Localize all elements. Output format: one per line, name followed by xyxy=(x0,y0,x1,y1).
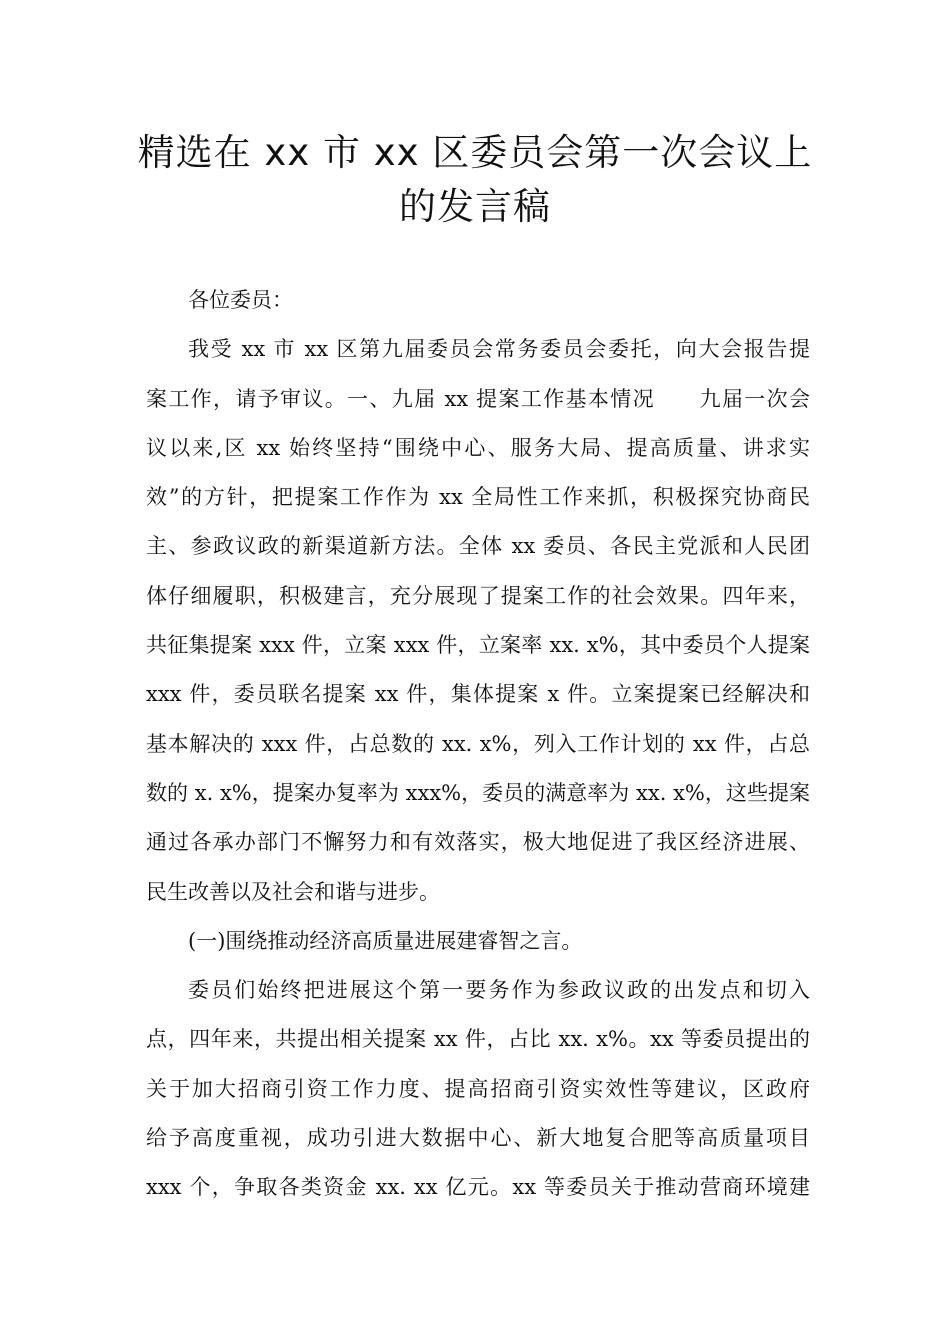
text-line: 议以来,区 xx 始终坚持“围绕中心、服务大局、提高质量、讲求实 xyxy=(146,435,810,460)
text-line: 主、参政议政的新渠道新方法。全体 xx 委员、各民主党派和人民团 xyxy=(146,534,810,559)
title-line: 的发言稿 xyxy=(399,185,551,228)
section-heading-paragraph xyxy=(146,917,810,966)
text-line: 数的 x. x%，提案办复率为 xxx%，委员的满意率为 xx. x%，这些提案 xyxy=(146,780,810,805)
text-line: 体仔细履职，积极建言，充分展现了提案工作的社会效果。四年来， xyxy=(146,583,810,608)
text-line: xxx 个，争取各类资金 xx. xx 亿元。xx 等委员关于推动营商环境建 xyxy=(146,1175,810,1200)
text-line: 效”的方针，把提案工作作为 xx 全局性工作来抓，积极探究协商民 xyxy=(146,485,810,510)
text-line: 案工作，请予审议。一、九届 xx 提案工作基本情况 九届一次会 xyxy=(146,386,810,411)
text-line: 点，四年来，共提出相关提案 xx 件，占比 xx. x%。xx 等委员提出的 xyxy=(146,1027,810,1052)
title-line: 精选在 xx 市 xx 区委员会第一次会议上 xyxy=(137,131,813,174)
salutation-paragraph xyxy=(146,276,810,325)
text-line: (一)围绕推动经济高质量进展建睿智之言。 xyxy=(188,928,583,953)
document-title xyxy=(100,126,850,234)
text-line: 我受 xx 市 xx 区第九届委员会常务委员会委托，向大会报告提 xyxy=(188,337,810,362)
report-paragraph xyxy=(146,325,810,917)
text-line: xxx 件，委员联名提案 xx 件，集体提案 x 件。立案提案已经解决和 xyxy=(146,682,810,707)
section-body-paragraph xyxy=(146,966,810,1212)
text-line: 共征集提案 xxx 件，立案 xxx 件，立案率 xx. x%，其中委员个人提案 xyxy=(146,633,810,658)
text-line: 民生改善以及社会和谐与进步。 xyxy=(146,879,440,904)
text-line: 基本解决的 xxx 件，占总数的 xx. x%，列入工作计划的 xx 件，占总 xyxy=(146,731,810,756)
text-line: 给予高度重视，成功引进大数据中心、新大地复合肥等高质量项目 xyxy=(146,1126,810,1151)
text-line: 关于加大招商引资工作力度、提高招商引资实效性等建议，区政府 xyxy=(146,1076,810,1101)
text-line: 各位委员： xyxy=(188,288,293,312)
text-line: 通过各承办部门不懈努力和有效落实，极大地促进了我区经济进展、 xyxy=(146,830,810,855)
document-body xyxy=(146,276,810,1213)
text-line: 委员们始终把进展这个第一要务作为参政议政的出发点和切入 xyxy=(188,978,810,1003)
